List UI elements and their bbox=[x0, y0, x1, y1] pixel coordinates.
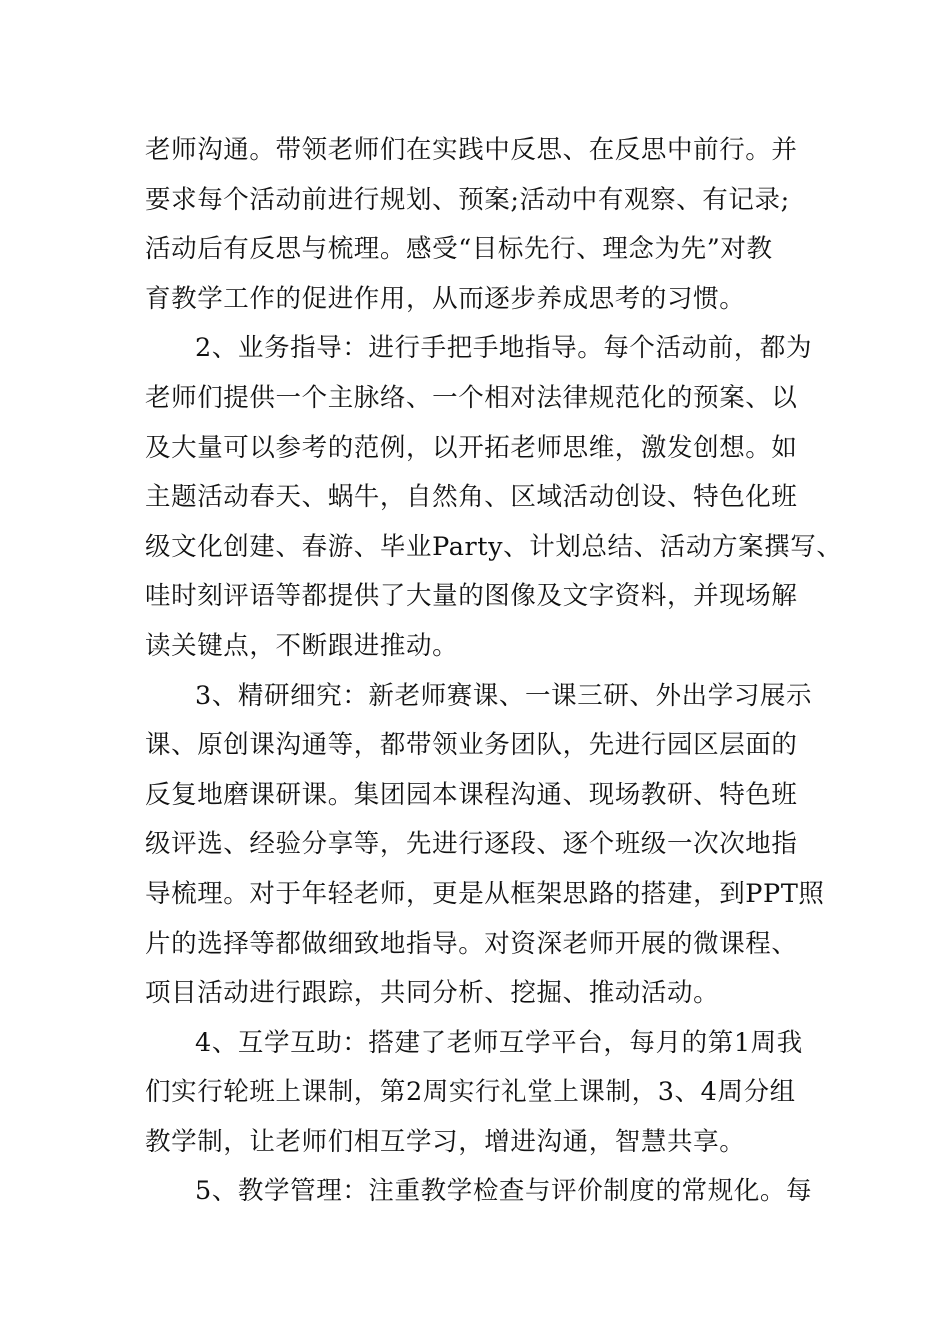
text-line: 读关键点，不断跟进推动。 bbox=[145, 630, 459, 661]
text-line: 教学制，让老师们相互学习，增进沟通，智慧共享。 bbox=[145, 1126, 746, 1157]
text-line: 哇时刻评语等都提供了大量的图像及文字资料，并现场解 bbox=[145, 581, 798, 612]
paragraph-heading-2: 2、业务指导：进行手把手地指导。每个活动前，都为 bbox=[195, 333, 813, 364]
text-line: 老师们提供一个主脉络、一个相对法律规范化的预案、以 bbox=[145, 382, 798, 413]
paragraph-heading-3: 3、精研细究：新老师赛课、一课三研、外出学习展示 bbox=[195, 680, 813, 711]
text-line: 及大量可以参考的范例，以开拓老师思维，激发创想。如 bbox=[145, 432, 798, 463]
text-line: 级文化创建、春游、毕业Party、计划总结、活动方案撰写、 bbox=[145, 531, 843, 562]
text-line: 项目活动进行跟踪，共同分析、挖掘、推动活动。 bbox=[145, 978, 720, 1009]
paragraph-heading-5: 5、教学管理：注重教学检查与评价制度的常规化。每 bbox=[195, 1176, 813, 1207]
text-line: 反复地磨课研课。集团园本课程沟通、现场教研、特色班 bbox=[145, 779, 798, 810]
text-line: 育教学工作的促进作用，从而逐步养成思考的习惯。 bbox=[145, 283, 746, 314]
document-body bbox=[145, 126, 843, 1217]
paragraph-heading-4: 4、互学互助：搭建了老师互学平台，每月的第1周我 bbox=[195, 1027, 803, 1058]
text-line: 片的选择等都做细致地指导。对资深老师开展的微课程、 bbox=[145, 928, 798, 959]
text-line: 导梳理。对于年轻老师，更是从框架思路的搭建，到PPT照 bbox=[145, 878, 825, 909]
text-line: 级评选、经验分享等，先进行逐段、逐个班级一次次地指 bbox=[145, 829, 798, 860]
text-line: 活动后有反思与梳理。感受“目标先行、理念为先”对教 bbox=[145, 234, 773, 265]
text-line: 们实行轮班上课制，第2周实行礼堂上课制，3、4周分组 bbox=[145, 1077, 796, 1108]
text-line: 老师沟通。带领老师们在实践中反思、在反思中前行。并 bbox=[145, 135, 798, 165]
text-line: 主题活动春天、蜗牛，自然角、区域活动创设、特色化班 bbox=[145, 482, 798, 513]
text-line: 课、原创课沟通等，都带领业务团队，先进行园区层面的 bbox=[145, 730, 798, 761]
text-line: 要求每个活动前进行规划、预案;活动中有观察、有记录; bbox=[145, 184, 790, 215]
